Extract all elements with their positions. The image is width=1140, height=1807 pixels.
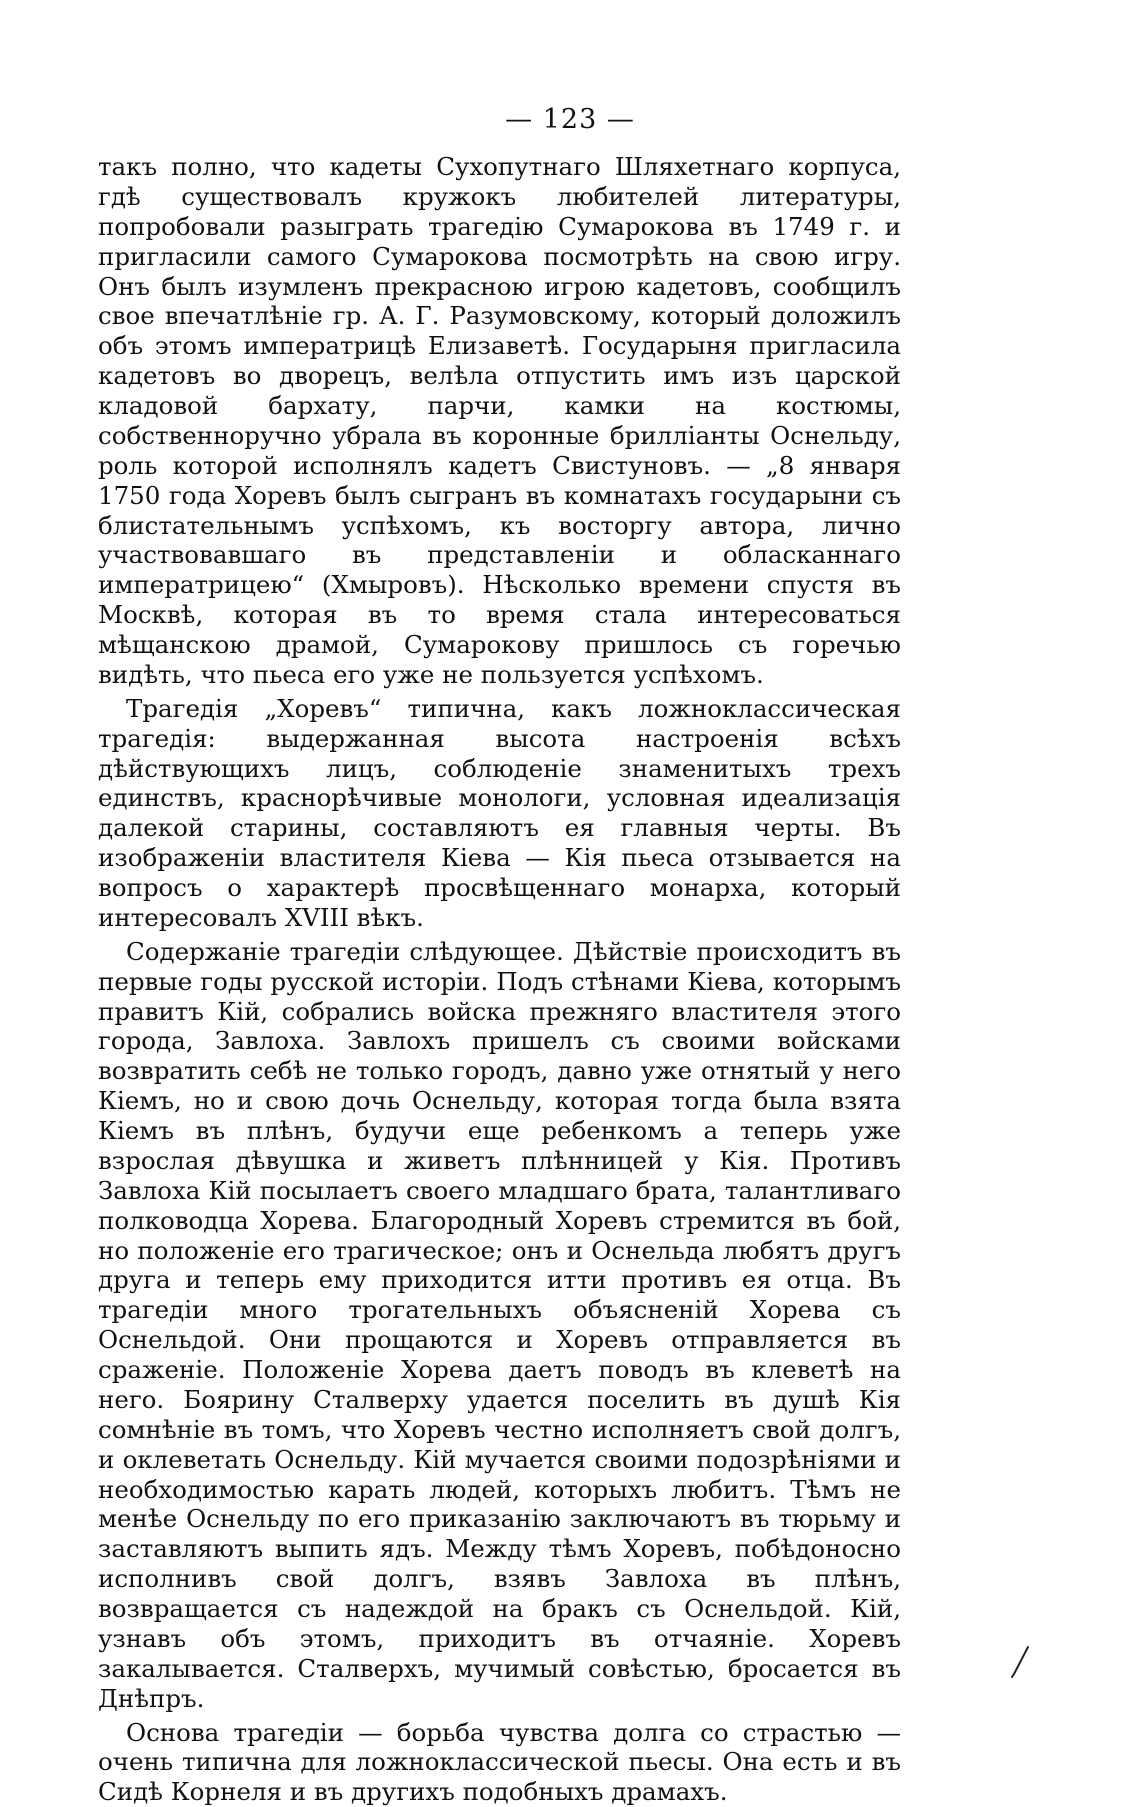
pen-mark-icon: [1008, 1644, 1032, 1680]
paragraph-2: Трагедiя „Хоревъ“ типична, какъ ложноклассическая трагедiя: выдержанная высота настроенiя всѣхъ дѣйствующихъ лицъ, соблюденiе знаменитыхъ трехъ единствъ, краснорѣчивые монологи, условная идеализацiя далекой старины, составляютъ ея главныя черты. Въ изображенiи властителя Кiева — Кiя пьеса отзывается на вопросъ о характерѣ просвѣщеннаго монарха, который интересовалъ XVIII вѣкъ.: [98, 694, 901, 933]
paragraph-3: Содержанiе трагедiи слѣдующее. Дѣйствiе происходитъ въ первые годы русской исторiи. Подъ стѣнами Кiева, которымъ правитъ Кiй, собрались войска прежняго властителя этого города, Завлоха. Завлохъ пришелъ съ своими войсками возвратить себѣ не только городъ, давно уже отнятый у него Кiемъ, но и свою дочь Оснельду, которая тогда была взята Кiемъ въ плѣнъ, будучи еще ребенкомъ а теперь уже взрослая дѣвушка и живетъ плѣнницей у Кiя. Противъ Завлоха Кiй посылаетъ своего младшаго брата, талантливаго полководца Хорева. Благородный Хоревъ стремится въ бой, но положенiе его трагическое; онъ и Оснельда любятъ другъ друга и теперь ему приходится итти противъ ея отца. Въ трагедiи много трогательныхъ объясненiй Хорева съ Оснельдой. Они прощаются и Хоревъ отправляется въ сраженiе. Положенiе Хорева даетъ поводъ въ клеветѣ на него. Боярину Сталверху удается поселить въ душѣ Кiя сомнѣнiе въ томъ, что Хоревъ честно исполняетъ свой долгъ, и оклеветать Оснельду. Кiй мучается своими подозрѣнiями и необходимостью карать людей, которыхъ любитъ. Тѣмъ не менѣе Оснельду по его приказанiю заключаютъ въ тюрьму и заставляютъ выпить ядъ. Между тѣмъ Хоревъ, побѣдоносно исполнивъ свой долгъ, взявъ Завлоха въ плѣнъ, возвращается съ надеждой на бракъ съ Оснельдой. Кiй, узнавъ объ этомъ, приходитъ въ отчаянiе. Хоревъ закалывается. Сталверхъ, мучимый совѣстью, бросается въ Днѣпръ.: [98, 937, 901, 1714]
paragraph-4: Основа трагедiи — борьба чувства долга со страстью — очень типична для ложноклассической пьесы. Она есть и въ Сидѣ Корнеля и въ другихъ подобныхъ драмахъ.: [98, 1718, 901, 1807]
page-number: — 123 —: [0, 104, 1140, 135]
page-body: [98, 152, 901, 1807]
paragraph-1: такъ полно, что кадеты Сухопутнаго Шляхетнаго корпуса, гдѣ существовалъ кружокъ любителей литературы, попробовали разыграть трагедію Сумарокова въ 1749 г. и пригласили самого Сумарокова посмотрѣть на свою игру. Онъ былъ изумленъ прекрасною игрою кадетовъ, сообщилъ свое впечатлѣніе гр. А. Г. Разумовскому, который доложилъ объ этомъ императрицѣ Елизаветѣ. Государыня пригласила кадетовъ во дворецъ, велѣла отпустить имъ изъ царской кладовой бархату, парчи, камки на костюмы, собственноручно убрала въ коронные бриллiанты Оснельду, роль которой исполнялъ кадетъ Свистуновъ. — „8 января 1750 года Хоревъ былъ сыгранъ въ комнатахъ государыни съ блистательнымъ успѣхомъ, къ восторгу автора, лично участвовавшаго въ представленiи и обласканнаго императрицею“ (Хмыровъ). Нѣсколько времени спустя въ Москвѣ, которая въ то время стала интересоваться мѣщанскою драмой, Сумарокову пришлось съ горечью видѣть, что пьеса его уже не пользуется успѣхомъ.: [98, 152, 901, 690]
